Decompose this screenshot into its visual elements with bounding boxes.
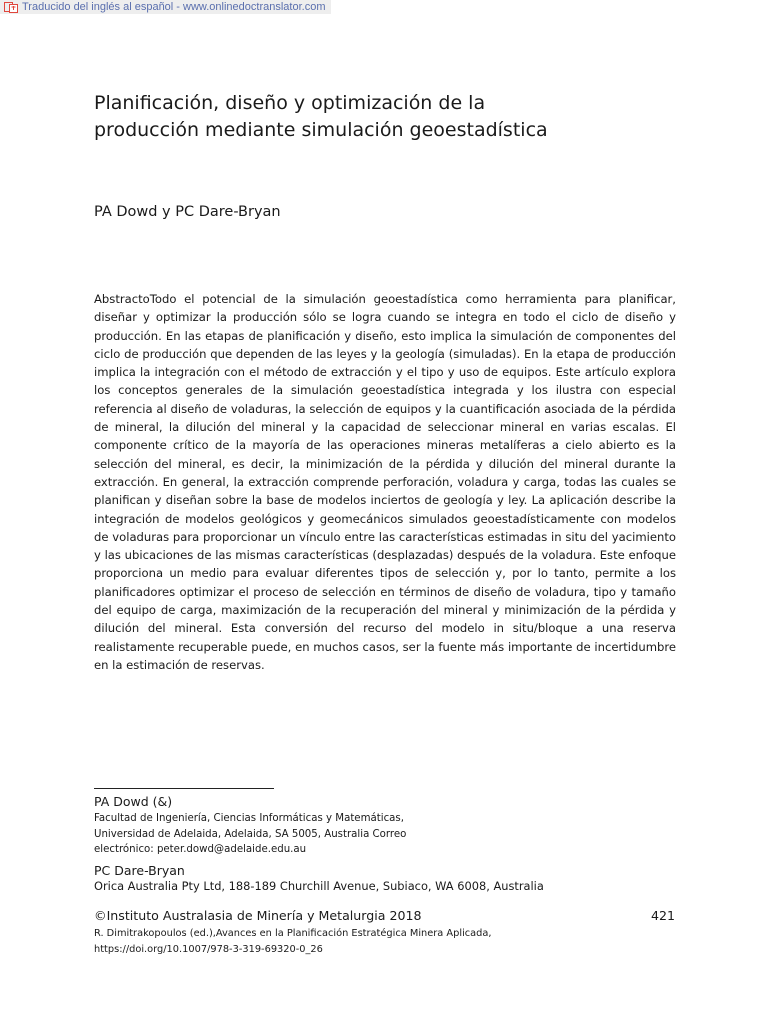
author1-name: PA Dowd (&) <box>94 794 173 809</box>
translator-banner[interactable] <box>0 0 331 14</box>
paper-authors: PA Dowd y PC Dare-Bryan <box>94 204 281 220</box>
page-number: 421 <box>651 908 676 923</box>
translate-icon <box>4 2 18 13</box>
author2-affiliation: Orica Australia Pty Ltd, 188-189 Churchill Avenue, Subiaco, WA 6008, Australia <box>94 879 544 893</box>
author2-name: PC Dare-Bryan <box>94 863 185 878</box>
copyright-notice: ©Instituto Australasia de Minería y Metalurgia 2018 <box>94 908 422 923</box>
paper-title: Planificación, diseño y optimización de la producción mediante simulación geoestadística <box>94 92 548 141</box>
citation-reference: R. Dimitrakopoulos (ed.),Avances en la Planificación Estratégica Minera Aplicada, https://doi.org/10.1007/978-3-319-69320-0_26 <box>94 928 492 955</box>
abstract-text: AbstractoTodo el potencial de la simulación geoestadística como herramienta para planificar, diseñar y optimizar la producción sólo se logra cuando se integra en todo el ciclo de diseño y producción. En las etapas de planificación y diseño, esto implica la simulación de componentes del ciclo de producción que dependen de las leyes y la geología (simuladas). En la etapa de producción implica la integración con el método de extracción y el tipo y uso de equipos. Este artículo explora los conceptos generales de la simulación geoestadística integrada y los ilustra con especial referencia al diseño de voladuras, la selección de equipos y la cuantificación asociada de la pérdida de mineral, la dilución del mineral y la capacidad de seleccionar mineral en varias escalas. El componente crítico de la mayoría de las operaciones mineras metalíferas a cielo abierto es la selección del mineral, es decir, la minimización de la pérdida y dilución del mineral durante la extracción. En general, la extracción comprende perforación, voladura y carga, todas las cuales se planifican y diseñan sobre la base de modelos inciertos de geología y ley. La aplicación describe la integración de modelos geológicos y geomecánicos simulados geoestadísticamente con modelos de voladuras para proporcionar un vínculo entre las características estimadas in situ del yacimiento y las ubicaciones de las mismas características (desplazadas) después de la voladura. Este enfoque proporciona un medio para evaluar diferentes tipos de selección y, por lo tanto, permite a los planificadores optimizar el proceso de selección en términos de diseño de voladura, tipo y tamaño del equipo de carga, maximización de la recuperación del mineral y minimización de la pérdida y dilución del mineral. Esta conversión del recurso del modelo in situ/bloque a una reserva realistamente recuperable puede, en muchos casos, ser la fuente más importante de incertidumbre en la estimación de reservas. <box>94 292 676 672</box>
author1-affiliation: Facultad de Ingeniería, Ciencias Informáticas y Matemáticas, Universidad de Adelaida, Adelaida, SA 5005, Australia Correo electrónico: peter.dowd@adelaide.edu.au <box>94 813 407 855</box>
footnote-divider <box>94 788 274 789</box>
banner-link[interactable]: Traducido del inglés al español - www.onlinedoctranslator.com <box>22 1 326 13</box>
